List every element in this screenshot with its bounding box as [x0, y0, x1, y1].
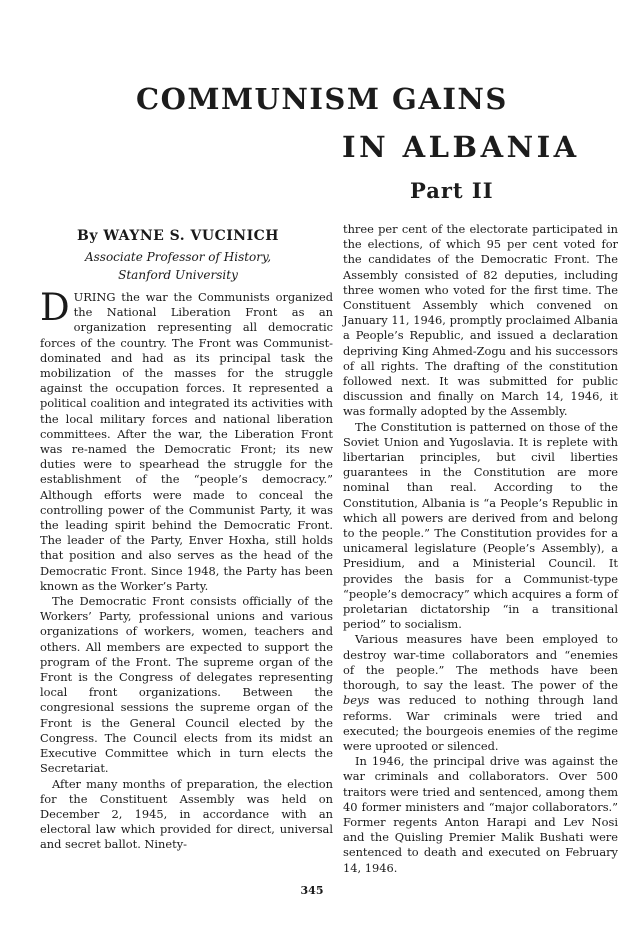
right-paragraph-2: The Constitution is patterned on those of the Soviet Union and Yugoslavia. It is replete with libertarian principles, but civil liberties guarantees in the Constitution are more nominal than real. According to the Constitution, Albania is “a People’s Republic in which all powers are derived from and belong to the people.” The Constitution provides for a unicameral legislature (People’s Assembly), a Presidium, and a Ministerial Council. It provides the basis for a Communist-type “people’s democracy” which acquires a form of proletarian dictatorship “in a transitional period” to socialism. — [343, 419, 618, 632]
left-column — [40, 286, 333, 853]
right-column — [343, 222, 618, 876]
right-paragraph-1: three per cent of the electorate participated in the elections, of which 95 per cent voted for the candidates of the Democratic Front. The Assembly consisted of 82 deputies, including three women who voted for the first time. The Constituent Assembly which convened on January 11, 1946, promptly proclaimed Albania a People’s Republic, and issued a declaration depriving King Ahmed-Zogu and his successors of all rights. The drafting of the constitution followed next. It was submitted for public discussion and finally on March 14, 1946, it was formally adopted by the Assembly. — [343, 222, 618, 419]
title-line-2: IN ALBANIA — [342, 130, 580, 164]
left-paragraph-1 — [40, 286, 333, 594]
title-part: Part II — [410, 178, 494, 203]
left-paragraph-2: The Democratic Front consists officially of the Workers’ Party, professional unions and various organizations of workers, women, teachers and others. All members are expected to support the program of the Front. The supreme organ of the Front is the Congress of delegates representing local front organizations. Between the congresional sessions the supreme organ of the Front is the General Council elected by the Congress. The Council elects from its midst an Executive Committee which in turn elects the Secretariat. — [40, 594, 333, 776]
italic-term: beys — [343, 693, 370, 708]
drop-cap: D — [40, 286, 70, 329]
right-paragraph-3-text-a: Various measures have been employed to destroy war-time collaborators and “enemies of the people.” The methods have been thorough, to say the least. The power of the — [343, 632, 618, 693]
author-affiliation-title: Associate Professor of History, — [84, 250, 272, 264]
right-paragraph-4: In 1946, the principal drive was against the war criminals and collaborators. Over 500 traitors were tried and sentenced, among them 40 former ministers and “major collaborators.” Former regents Anton Harapi and Lev Nosi and the Quisling Premier Malik Bushati were sentenced to death and executed on February 14, 1946. — [343, 754, 618, 875]
title-line-1: COMMUNISM GAINS — [136, 82, 508, 116]
right-paragraph-3 — [343, 632, 618, 754]
left-paragraph-3: After many months of preparation, the election for the Constituent Assembly was held on December 2, 1945, in accordance with an electoral law which provided for direct, universal and secret ballot. Ninety- — [40, 776, 333, 852]
left-paragraph-1-text: URING the war the Communists organized the National Liberation Front as an organization representing all democratic forces of the country. The Front was Communist-dominated and had as its principal task the mobilization of the masses for the struggle against the occupation forces. It represented a political coalition and integrated its activities with the local military forces and national liberation committees. After the war, the Liberation Front was re-named the Democratic Front; its new duties were to spearhead the struggle for the establishment of the “people’s democracy.” Although efforts were made to conceal the controlling power of the Communist Party, it was the leading spirit behind the Democratic Front. The leader of the Party, Enver Hoxha, still holds that position and also serves as the head of the Democratic Front. Since 1948, the Party has been known as the Worker’s Party. — [40, 290, 333, 593]
right-paragraph-3-text-b: was reduced to nothing through land reforms. War criminals were tried and executed; the bourgeois enemies of the regime were uprooted or silenced. — [343, 693, 618, 753]
author-affiliation-institution: Stanford University — [118, 268, 238, 282]
author-byline: By WAYNE S. VUCINICH — [76, 228, 279, 244]
page-number: 345 — [300, 884, 324, 897]
